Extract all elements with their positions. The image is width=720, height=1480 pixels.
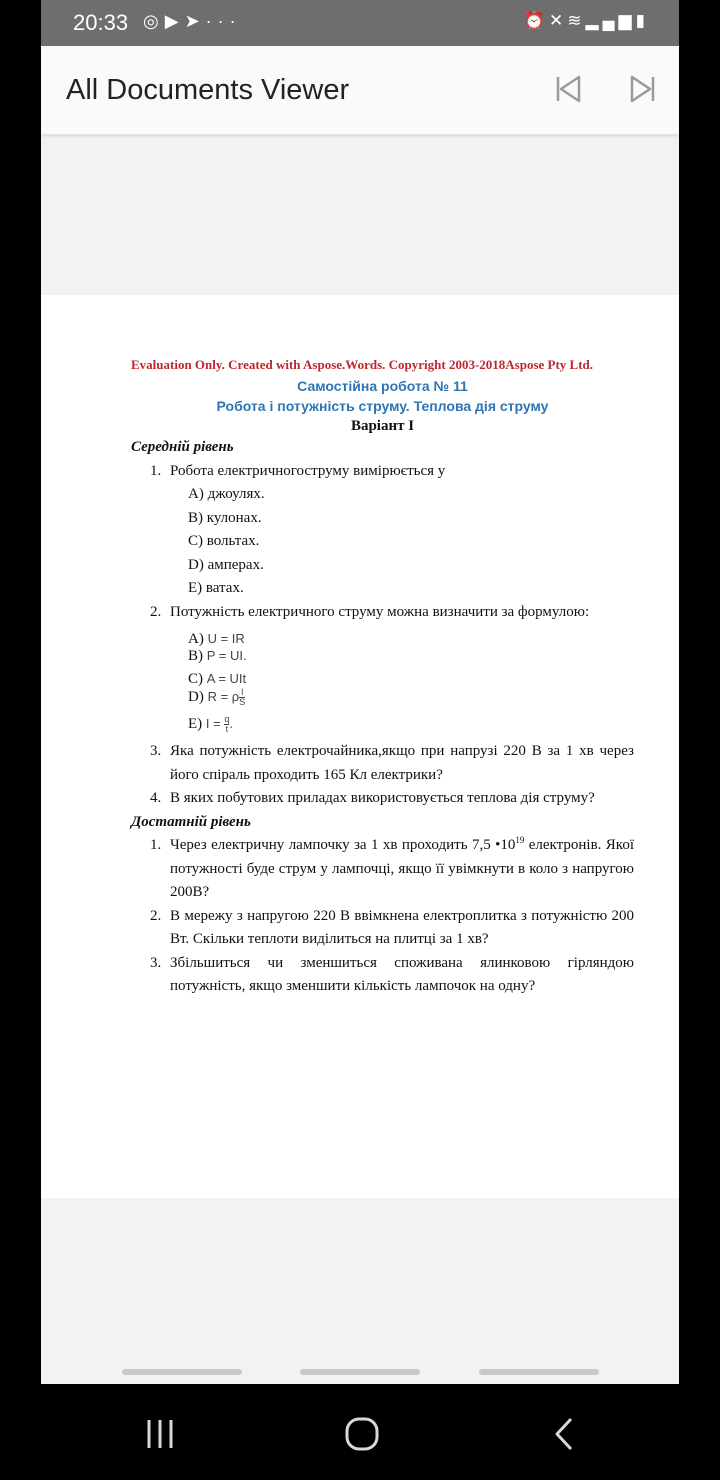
question-text: Через електричну лампочку за 1 хв проходить 7,5 •10: [170, 837, 516, 854]
question-number: 2.: [150, 603, 162, 620]
question-number: 1.: [150, 462, 162, 479]
skip-previous-icon: [551, 72, 585, 106]
question-3: [131, 740, 634, 787]
option-label: С): [188, 671, 203, 687]
task-1: [131, 834, 634, 905]
system-icons: [524, 11, 649, 31]
option-label: А): [188, 631, 204, 647]
question-number: 2.: [150, 907, 162, 924]
formula-option: [131, 648, 634, 664]
formula-text: I =: [205, 716, 225, 732]
answer-option: А) джоулях.: [188, 486, 265, 502]
task-2: [131, 905, 634, 952]
system-nav-bar: [0, 1384, 720, 1480]
formula: P = UI.: [206, 648, 247, 663]
formula-option: [131, 715, 634, 734]
option-label: D): [188, 689, 204, 705]
question-text: Потужність електричного струму можна визначити за формулою:: [170, 603, 590, 620]
evaluation-notice: Evaluation Only. Created with Aspose.Words. Copyright 2003-2018Aspose Pty Ltd.: [131, 357, 594, 372]
answer-option: D) амперах.: [188, 556, 264, 573]
fraction-numerator: q: [224, 714, 230, 725]
formula: [205, 714, 233, 735]
youtube-icon: ▶: [164, 11, 185, 31]
answer-option: В) кулонах.: [188, 509, 262, 526]
formula-text: R = ρ: [207, 689, 240, 704]
signal-icon: ▂▄▆: [585, 11, 636, 30]
fraction-denominator: t: [225, 724, 229, 735]
level-heading-middle: Середній рівень: [131, 439, 234, 455]
home-icon[interactable]: [344, 1416, 380, 1452]
mute-icon: ✕: [548, 11, 568, 30]
question-text: В мережу з напругою 220 В ввімкнена електроплитка з потужністю 200 Вт. Скільки теплоти виділиться на плитці за 1 хв?: [170, 907, 634, 948]
app-screen: [41, 0, 679, 1384]
question-text: Збільшиться чи зменшиться споживана ялинковою гірляндою потужність, якщо зменшити кількість лампочок на одну?: [170, 954, 634, 995]
document-content: [131, 355, 634, 999]
formula-option: [131, 628, 634, 650]
fraction-denominator: S: [239, 697, 246, 708]
fraction: [239, 688, 245, 707]
answer-option: Е) ватах.: [188, 580, 244, 596]
answer-option: С) вольтах.: [188, 533, 260, 549]
question-text-cont: електронів. Якої потужності буде струм у лампочці, якщо її увімкнути в коло з напругою 200В?: [170, 837, 634, 901]
telegram-icon: ➤: [184, 11, 206, 31]
question-2: [131, 601, 634, 625]
status-bar: [41, 0, 679, 46]
document-page[interactable]: [41, 295, 679, 1198]
doc-subtitle: Робота і потужність струму. Теплова дія струму: [216, 398, 549, 414]
formula: [207, 687, 246, 708]
task-3: [131, 952, 634, 999]
question-number: 3.: [150, 954, 162, 971]
formula: U = IR: [207, 631, 245, 646]
formula-suffix: .: [229, 716, 233, 732]
formula: A = UIt: [206, 671, 247, 686]
formula-option: [131, 688, 634, 707]
question-number: 1.: [150, 837, 162, 854]
doc-title: Самостійна робота № 11: [297, 378, 468, 394]
app-title: All Documents Viewer: [66, 74, 350, 106]
recents-icon[interactable]: [145, 1418, 177, 1450]
question-number: 4.: [150, 790, 162, 807]
skip-next-icon: [626, 72, 660, 106]
wifi-icon: ≋: [567, 11, 586, 30]
fraction-numerator: l: [239, 688, 245, 698]
alarm-icon: ⏰: [523, 11, 549, 30]
page-indicator[interactable]: [122, 1369, 242, 1375]
question-4: [131, 787, 634, 811]
app-bar: [41, 46, 679, 135]
question-1: [131, 460, 634, 484]
doc-variant: Варіант І: [350, 418, 415, 434]
skip-next-button[interactable]: [626, 72, 660, 106]
question-text: Яка потужність електрочайника,якщо при напрузі 220 В за 1 хв через його спіраль проходить 165 Кл електрики?: [170, 743, 634, 783]
instagram-icon: ◎: [143, 11, 165, 31]
exponent: 19: [515, 835, 525, 846]
question-text: В яких побутових приладах використовується теплова дія струму?: [170, 790, 595, 807]
level-heading-sufficient: Достатній рівень: [131, 813, 251, 830]
page-indicator[interactable]: [300, 1369, 420, 1375]
notification-icons: [143, 11, 242, 32]
formula-option: [131, 670, 634, 688]
back-icon[interactable]: [552, 1416, 576, 1452]
battery-icon: ▮: [635, 11, 649, 30]
question-text: Робота електричногоструму вимірюється у: [170, 462, 446, 479]
skip-previous-button[interactable]: [551, 72, 585, 106]
option-label: Е): [188, 716, 203, 733]
question-number: 3.: [150, 743, 162, 760]
status-time: 20:33: [73, 10, 129, 35]
option-label: В): [188, 648, 203, 664]
more-icon: ···: [205, 11, 242, 31]
page-indicator[interactable]: [479, 1369, 599, 1375]
